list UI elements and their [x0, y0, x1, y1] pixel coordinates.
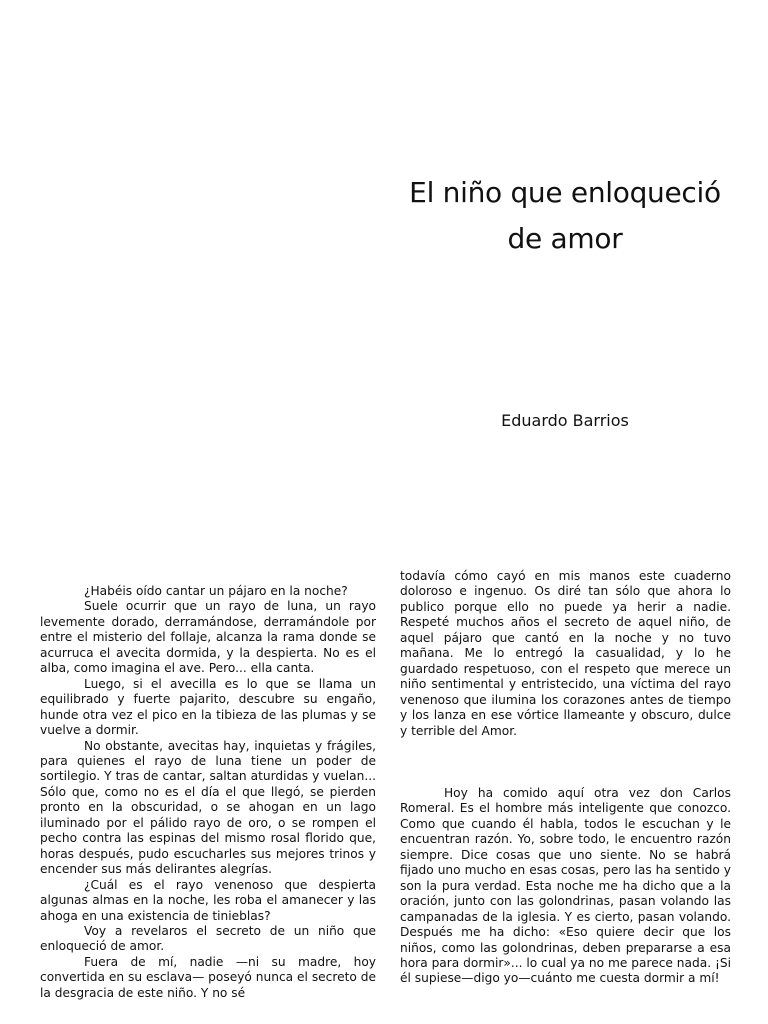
paragraph: ¿Habéis oído cantar un pájaro en la noche? — [84, 584, 348, 598]
right-text-column-bottom — [400, 786, 731, 987]
document-title — [390, 170, 740, 262]
paragraph: ¿Cuál es el rayo venenoso que despierta algunas almas en la noche, les roba el amanecer y las ahoga en una existencia de tinieblas? — [40, 877, 376, 923]
right-text-column-top — [400, 569, 731, 739]
paragraph: Voy a revelaros el secreto de un niño que enloqueció de amor. — [40, 923, 376, 954]
title-line-2: de amor — [507, 222, 623, 255]
paragraph: Suele ocurrir que un rayo de luna, un rayo levemente dorado, derramándose, derramándole por entre el misterio del follaje, alcanza la rama donde se acurruca el avecita dormida, y la despierta. No es el alba, como imagina el ave. Pero... ella canta. — [40, 599, 376, 676]
title-line-1: El niño que enloqueció — [409, 176, 721, 209]
paragraph: Luego, si el avecilla es lo que se llama un equilibrado y fuerte pajarito, descubre su engaño, hunde otra vez el pico en la tibieza de las plumas y se vuelve a dormir. — [40, 676, 376, 738]
paragraph: Fuera de mí, nadie —ni su madre, hoy convertida en su esclava— poseyó nunca el secreto de la desgracia de este niño. Y no sé — [40, 954, 376, 1000]
paragraph: No obstante, avecitas hay, inquietas y frágiles, para quienes el rayo de luna tiene un poder de sortilegio. Y tras de cantar, saltan aturdidas y vuelan... Sólo que, como no es el día el que llegó, se pierden pronto en la obscuridad, o se ahogan en un lago iluminado por el pálido rayo de oro, o se rompen el pecho contra las espinas del mismo rosal florido que, horas después, pudo escucharles sus mejores trinos y encender sus más delirantes alegrías. — [40, 738, 376, 877]
author-name: Eduardo Barrios — [501, 411, 629, 430]
left-text-column — [40, 584, 376, 1001]
paragraph: todavía cómo cayó en mis manos este cuaderno doloroso e ingenuo. Os diré tan sólo que ahora lo publico porque ello no puede ya herir a nadie. Respeté muchos años el secreto de aquel niño, de aquel pájaro que cantó en la noche y no tuvo mañana. Me lo entregó la casualidad, y lo he guardado respetuoso, con el respeto que merece un niño sentimental y entristecido, una víctima del rayo venenoso que ilumina los corazones antes de tiempo y los lanza en ese vórtice llameante y obscuro, dulce y terrible del Amor. — [400, 569, 731, 738]
paragraph: Hoy ha comido aquí otra vez don Carlos Romeral. Es el hombre más inteligente que conozco. Como que cuando él habla, todos le escuchan y le encuentran razón. Yo, sobre todo, le encuentro razón siempre. Dice cosas que uno siente. No se habrá fijado uno mucho en esas cosas, pero las ha sentido y son la pura verdad. Esta noche me ha dicho que a la oración, junto con las golondrinas, pasan volando las campanadas de la iglesia. Y es cierto, pasan volando. Después me ha dicho: «Eso quiere decir que los niños, como las golondrinas, deben prepararse a esa hora para dormir»... lo cual ya no me parece nada. ¡Si él supiese—digo yo—cuánto me cuesta dormir a mí! — [400, 786, 731, 986]
